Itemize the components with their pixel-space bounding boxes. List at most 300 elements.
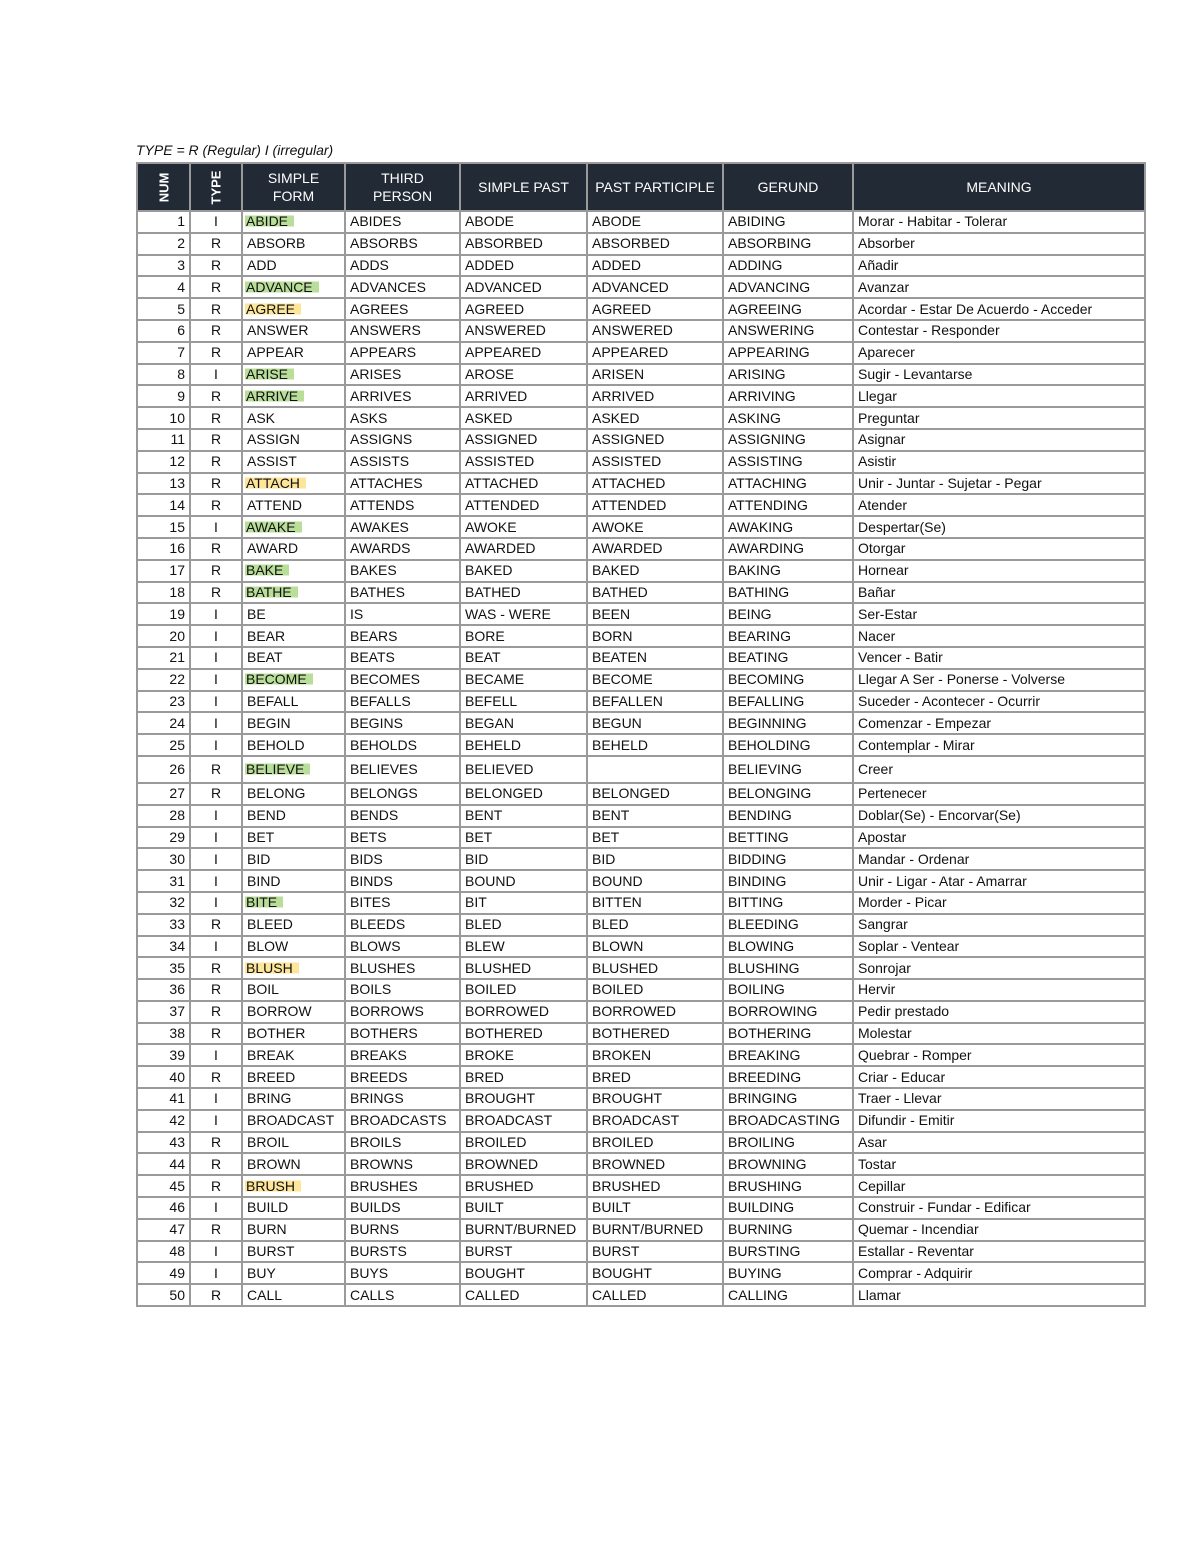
table-row (137, 582, 1145, 604)
simple-form-cell: ATTEND (242, 494, 345, 516)
table-row (137, 1001, 1145, 1023)
simple-form-cell: BE (242, 603, 345, 625)
third-person-cell: BLUSHES (345, 957, 460, 979)
past-participle-cell: BEFALLEN (587, 691, 723, 713)
third-person-cell: BURNS (345, 1219, 460, 1241)
highlighted-verb: ATTACH (245, 475, 306, 491)
simple-past-cell: BRUSHED (460, 1175, 587, 1197)
num-cell: 2 (137, 233, 190, 255)
type-cell: R (190, 979, 242, 1001)
table-row (137, 255, 1145, 277)
meaning-cell: Quemar - Incendiar (853, 1219, 1145, 1241)
meaning-cell: Avanzar (853, 276, 1145, 298)
type-cell: R (190, 407, 242, 429)
simple-past-cell: BURST (460, 1241, 587, 1263)
simple-form-cell (242, 473, 345, 495)
table-row (137, 892, 1145, 914)
meaning-cell: Mandar - Ordenar (853, 848, 1145, 870)
simple-form-cell: BUY (242, 1262, 345, 1284)
past-participle-cell: BURNT/BURNED (587, 1219, 723, 1241)
type-cell: I (190, 805, 242, 827)
simple-past-cell: BEFELL (460, 691, 587, 713)
meaning-cell: Contestar - Responder (853, 320, 1145, 342)
verb-table-body (137, 211, 1145, 1306)
third-person-cell: BIDS (345, 848, 460, 870)
simple-past-cell: ATTENDED (460, 494, 587, 516)
type-cell: I (190, 364, 242, 386)
meaning-cell: Morar - Habitar - Tolerar (853, 211, 1145, 233)
past-participle-cell: BET (587, 827, 723, 849)
meaning-cell: Sugir - Levantarse (853, 364, 1145, 386)
num-cell: 50 (137, 1284, 190, 1306)
table-row (137, 957, 1145, 979)
past-participle-cell: BEHELD (587, 734, 723, 756)
num-cell: 11 (137, 429, 190, 451)
table-row (137, 625, 1145, 647)
table-row (137, 298, 1145, 320)
gerund-cell: BUYING (723, 1262, 853, 1284)
type-cell: R (190, 783, 242, 805)
type-cell: R (190, 1284, 242, 1306)
simple-past-cell: WAS - WERE (460, 603, 587, 625)
third-person-cell: AGREES (345, 298, 460, 320)
past-participle-cell: BROADCAST (587, 1110, 723, 1132)
num-cell: 35 (137, 957, 190, 979)
third-person-cell: APPEARS (345, 342, 460, 364)
table-row (137, 451, 1145, 473)
type-cell: R (190, 298, 242, 320)
gerund-cell: BORROWING (723, 1001, 853, 1023)
num-cell: 48 (137, 1241, 190, 1263)
third-person-cell: BEGINS (345, 712, 460, 734)
type-cell: R (190, 538, 242, 560)
gerund-cell: AWARDING (723, 538, 853, 560)
gerund-cell: BREEDING (723, 1066, 853, 1088)
third-person-cell: BEARS (345, 625, 460, 647)
simple-past-cell: ATTACHED (460, 473, 587, 495)
meaning-cell: Difundir - Emitir (853, 1110, 1145, 1132)
past-participle-cell: CALLED (587, 1284, 723, 1306)
simple-past-cell: AROSE (460, 364, 587, 386)
third-person-cell: ASSIGNS (345, 429, 460, 451)
past-participle-cell: BROUGHT (587, 1088, 723, 1110)
third-person-cell: ARRIVES (345, 385, 460, 407)
simple-past-cell: AWARDED (460, 538, 587, 560)
simple-past-cell: CALLED (460, 1284, 587, 1306)
num-cell: 19 (137, 603, 190, 625)
num-cell: 6 (137, 320, 190, 342)
third-person-cell: BUYS (345, 1262, 460, 1284)
simple-form-cell (242, 385, 345, 407)
meaning-cell: Doblar(Se) - Encorvar(Se) (853, 805, 1145, 827)
num-cell: 8 (137, 364, 190, 386)
type-cell: R (190, 342, 242, 364)
highlighted-verb: ARRIVE (245, 388, 304, 404)
table-row (137, 342, 1145, 364)
simple-form-cell (242, 364, 345, 386)
gerund-cell: BIDDING (723, 848, 853, 870)
gerund-cell: BETTING (723, 827, 853, 849)
gerund-cell: ATTENDING (723, 494, 853, 516)
meaning-cell: Nacer (853, 625, 1145, 647)
gerund-cell: AGREEING (723, 298, 853, 320)
past-participle-cell: ATTACHED (587, 473, 723, 495)
meaning-cell: Tostar (853, 1153, 1145, 1175)
third-person-cell: BECOMES (345, 669, 460, 691)
simple-past-cell: BORROWED (460, 1001, 587, 1023)
header-row (137, 163, 1145, 211)
third-person-cell: BREAKS (345, 1044, 460, 1066)
third-person-cell: BITES (345, 892, 460, 914)
simple-past-cell: ARRIVED (460, 385, 587, 407)
table-row (137, 407, 1145, 429)
meaning-cell: Sonrojar (853, 957, 1145, 979)
num-cell: 20 (137, 625, 190, 647)
type-cell: R (190, 1001, 242, 1023)
meaning-cell: Asignar (853, 429, 1145, 451)
past-participle-cell: BOUND (587, 870, 723, 892)
highlighted-verb: AGREE (245, 301, 301, 317)
num-cell: 24 (137, 712, 190, 734)
gerund-cell: ARISING (723, 364, 853, 386)
meaning-cell: Traer - Llevar (853, 1088, 1145, 1110)
meaning-cell: Creer (853, 756, 1145, 783)
simple-past-cell: BURNT/BURNED (460, 1219, 587, 1241)
type-cell: I (190, 936, 242, 958)
type-cell: I (190, 870, 242, 892)
simple-form-cell (242, 276, 345, 298)
meaning-cell: Hornear (853, 560, 1145, 582)
simple-past-cell: BRED (460, 1066, 587, 1088)
table-row (137, 1044, 1145, 1066)
third-person-cell: BRINGS (345, 1088, 460, 1110)
table-row (137, 1132, 1145, 1154)
simple-form-cell: ANSWER (242, 320, 345, 342)
gerund-cell: ABSORBING (723, 233, 853, 255)
simple-past-cell: BEHELD (460, 734, 587, 756)
past-participle-cell (587, 756, 723, 783)
table-row (137, 1284, 1145, 1306)
type-cell: R (190, 385, 242, 407)
table-row (137, 870, 1145, 892)
highlighted-verb: BELIEVE (245, 761, 310, 777)
simple-form-cell: AWARD (242, 538, 345, 560)
past-participle-cell: APPEARED (587, 342, 723, 364)
type-cell: R (190, 1219, 242, 1241)
header-simple-form: SIMPLE FORM (242, 163, 345, 211)
past-participle-cell: BOTHERED (587, 1023, 723, 1045)
meaning-cell: Cepillar (853, 1175, 1145, 1197)
type-cell: R (190, 276, 242, 298)
simple-past-cell: BOTHERED (460, 1023, 587, 1045)
num-cell: 33 (137, 914, 190, 936)
past-participle-cell: ADDED (587, 255, 723, 277)
simple-form-cell: BET (242, 827, 345, 849)
third-person-cell: IS (345, 603, 460, 625)
third-person-cell: ABIDES (345, 211, 460, 233)
type-cell: I (190, 1110, 242, 1132)
third-person-cell: BLEEDS (345, 914, 460, 936)
num-cell: 41 (137, 1088, 190, 1110)
header-type: TYPE (190, 163, 242, 211)
simple-form-cell: ABSORB (242, 233, 345, 255)
past-participle-cell: BECOME (587, 669, 723, 691)
type-legend: TYPE = R (Regular) I (irregular) (136, 142, 334, 158)
meaning-cell: Comenzar - Empezar (853, 712, 1145, 734)
third-person-cell: BROWNS (345, 1153, 460, 1175)
simple-past-cell: BOUGHT (460, 1262, 587, 1284)
past-participle-cell: ASSIGNED (587, 429, 723, 451)
past-participle-cell: BLED (587, 914, 723, 936)
gerund-cell: BLUSHING (723, 957, 853, 979)
meaning-cell: Llamar (853, 1284, 1145, 1306)
gerund-cell: AWAKING (723, 516, 853, 538)
simple-form-cell: BEAR (242, 625, 345, 647)
third-person-cell: BOTHERS (345, 1023, 460, 1045)
past-participle-cell: BOILED (587, 979, 723, 1001)
third-person-cell: BRUSHES (345, 1175, 460, 1197)
past-participle-cell: BRUSHED (587, 1175, 723, 1197)
simple-past-cell: BATHED (460, 582, 587, 604)
simple-form-cell: ASK (242, 407, 345, 429)
gerund-cell: BURSTING (723, 1241, 853, 1263)
num-cell: 12 (137, 451, 190, 473)
type-cell: I (190, 827, 242, 849)
simple-form-cell: APPEAR (242, 342, 345, 364)
table-row (137, 805, 1145, 827)
table-row (137, 233, 1145, 255)
gerund-cell: ATTACHING (723, 473, 853, 495)
gerund-cell: BINDING (723, 870, 853, 892)
third-person-cell: BINDS (345, 870, 460, 892)
type-cell: R (190, 560, 242, 582)
table-row (137, 429, 1145, 451)
type-cell: I (190, 669, 242, 691)
third-person-cell: BORROWS (345, 1001, 460, 1023)
simple-past-cell: AGREED (460, 298, 587, 320)
gerund-cell: BRINGING (723, 1088, 853, 1110)
past-participle-cell: BUILT (587, 1197, 723, 1219)
meaning-cell: Suceder - Acontecer - Ocurrir (853, 691, 1145, 713)
simple-form-cell: BUILD (242, 1197, 345, 1219)
type-cell: R (190, 429, 242, 451)
simple-past-cell: BEGAN (460, 712, 587, 734)
table-row (137, 1153, 1145, 1175)
type-cell: I (190, 712, 242, 734)
simple-form-cell: BID (242, 848, 345, 870)
simple-past-cell: BEAT (460, 647, 587, 669)
header-simple-past: SIMPLE PAST (460, 163, 587, 211)
num-cell: 26 (137, 756, 190, 783)
simple-past-cell: BLED (460, 914, 587, 936)
meaning-cell: Asistir (853, 451, 1145, 473)
gerund-cell: ABIDING (723, 211, 853, 233)
table-row (137, 1241, 1145, 1263)
table-row (137, 1110, 1145, 1132)
third-person-cell: BELONGS (345, 783, 460, 805)
num-cell: 36 (137, 979, 190, 1001)
past-participle-cell: AGREED (587, 298, 723, 320)
third-person-cell: AWAKES (345, 516, 460, 538)
meaning-cell: Absorber (853, 233, 1145, 255)
gerund-cell: BEGINNING (723, 712, 853, 734)
table-row (137, 691, 1145, 713)
type-cell: R (190, 1023, 242, 1045)
table-row (137, 914, 1145, 936)
type-cell: R (190, 233, 242, 255)
table-row (137, 385, 1145, 407)
type-cell: R (190, 582, 242, 604)
table-row (137, 756, 1145, 783)
num-cell: 25 (137, 734, 190, 756)
past-participle-cell: BEGUN (587, 712, 723, 734)
num-cell: 30 (137, 848, 190, 870)
type-cell: R (190, 494, 242, 516)
type-cell: I (190, 691, 242, 713)
gerund-cell: ASKING (723, 407, 853, 429)
simple-past-cell: BOUND (460, 870, 587, 892)
simple-form-cell: BEFALL (242, 691, 345, 713)
num-cell: 22 (137, 669, 190, 691)
past-participle-cell: AWOKE (587, 516, 723, 538)
simple-form-cell (242, 669, 345, 691)
simple-form-cell: BRING (242, 1088, 345, 1110)
third-person-cell: ASKS (345, 407, 460, 429)
gerund-cell: ADDING (723, 255, 853, 277)
highlighted-verb: BRUSH (245, 1178, 301, 1194)
meaning-cell: Unir - Juntar - Sujetar - Pegar (853, 473, 1145, 495)
meaning-cell: Despertar(Se) (853, 516, 1145, 538)
meaning-cell: Ser-Estar (853, 603, 1145, 625)
gerund-cell: BOTHERING (723, 1023, 853, 1045)
meaning-cell: Soplar - Ventear (853, 936, 1145, 958)
third-person-cell: ATTENDS (345, 494, 460, 516)
third-person-cell: ASSISTS (345, 451, 460, 473)
simple-past-cell: APPEARED (460, 342, 587, 364)
third-person-cell: ADDS (345, 255, 460, 277)
past-participle-cell: AWARDED (587, 538, 723, 560)
third-person-cell: ARISES (345, 364, 460, 386)
simple-past-cell: BLUSHED (460, 957, 587, 979)
gerund-cell: BENDING (723, 805, 853, 827)
gerund-cell: BEHOLDING (723, 734, 853, 756)
meaning-cell: Unir - Ligar - Atar - Amarrar (853, 870, 1145, 892)
num-cell: 15 (137, 516, 190, 538)
simple-past-cell: BROADCAST (460, 1110, 587, 1132)
table-row (137, 1175, 1145, 1197)
past-participle-cell: BURST (587, 1241, 723, 1263)
table-row (137, 276, 1145, 298)
meaning-cell: Apostar (853, 827, 1145, 849)
simple-past-cell: BOILED (460, 979, 587, 1001)
num-cell: 16 (137, 538, 190, 560)
past-participle-cell: BROKEN (587, 1044, 723, 1066)
type-cell: I (190, 892, 242, 914)
simple-form-cell: BROADCAST (242, 1110, 345, 1132)
meaning-cell: Llegar A Ser - Ponerse - Volverse (853, 669, 1145, 691)
num-cell: 29 (137, 827, 190, 849)
simple-form-cell: BEGIN (242, 712, 345, 734)
table-row (137, 211, 1145, 233)
past-participle-cell: BLOWN (587, 936, 723, 958)
simple-form-cell: BOIL (242, 979, 345, 1001)
meaning-cell: Acordar - Estar De Acuerdo - Acceder (853, 298, 1145, 320)
type-cell: R (190, 473, 242, 495)
past-participle-cell: BATHED (587, 582, 723, 604)
num-cell: 40 (137, 1066, 190, 1088)
third-person-cell: BELIEVES (345, 756, 460, 783)
simple-form-cell: ASSIGN (242, 429, 345, 451)
table-row (137, 1023, 1145, 1045)
meaning-cell: Comprar - Adquirir (853, 1262, 1145, 1284)
simple-form-cell: BURN (242, 1219, 345, 1241)
table-row (137, 494, 1145, 516)
num-cell: 31 (137, 870, 190, 892)
gerund-cell: BUILDING (723, 1197, 853, 1219)
third-person-cell: BROADCASTS (345, 1110, 460, 1132)
table-row (137, 560, 1145, 582)
table-row (137, 848, 1145, 870)
third-person-cell: BLOWS (345, 936, 460, 958)
highlighted-verb: ARISE (245, 366, 294, 382)
num-cell: 42 (137, 1110, 190, 1132)
simple-past-cell: BENT (460, 805, 587, 827)
meaning-cell: Preguntar (853, 407, 1145, 429)
highlighted-verb: BAKE (245, 562, 289, 578)
table-row (137, 1066, 1145, 1088)
gerund-cell: BEING (723, 603, 853, 625)
num-cell: 21 (137, 647, 190, 669)
gerund-cell: BELIEVING (723, 756, 853, 783)
gerund-cell: ASSIGNING (723, 429, 853, 451)
header-third-person: THIRD PERSON (345, 163, 460, 211)
simple-past-cell: BROUGHT (460, 1088, 587, 1110)
highlighted-verb: ADVANCE (245, 279, 319, 295)
simple-past-cell: BROKE (460, 1044, 587, 1066)
past-participle-cell: ASSISTED (587, 451, 723, 473)
table-row (137, 669, 1145, 691)
simple-form-cell (242, 582, 345, 604)
simple-past-cell: ADDED (460, 255, 587, 277)
simple-past-cell: BROILED (460, 1132, 587, 1154)
simple-past-cell: BELIEVED (460, 756, 587, 783)
num-cell: 34 (137, 936, 190, 958)
simple-past-cell: AWOKE (460, 516, 587, 538)
gerund-cell: BURNING (723, 1219, 853, 1241)
num-cell: 28 (137, 805, 190, 827)
gerund-cell: BROWNING (723, 1153, 853, 1175)
type-cell: R (190, 914, 242, 936)
meaning-cell: Construir - Fundar - Edificar (853, 1197, 1145, 1219)
simple-past-cell: BAKED (460, 560, 587, 582)
simple-form-cell: BEAT (242, 647, 345, 669)
num-cell: 17 (137, 560, 190, 582)
meaning-cell: Estallar - Reventar (853, 1241, 1145, 1263)
simple-past-cell: BID (460, 848, 587, 870)
type-cell: I (190, 734, 242, 756)
num-cell: 43 (137, 1132, 190, 1154)
num-cell: 3 (137, 255, 190, 277)
past-participle-cell: BEEN (587, 603, 723, 625)
type-cell: R (190, 756, 242, 783)
third-person-cell: BOILS (345, 979, 460, 1001)
table-row (137, 1088, 1145, 1110)
third-person-cell: BETS (345, 827, 460, 849)
gerund-cell: BELONGING (723, 783, 853, 805)
highlighted-verb: BECOME (245, 671, 313, 687)
third-person-cell: BEATS (345, 647, 460, 669)
meaning-cell: Llegar (853, 385, 1145, 407)
